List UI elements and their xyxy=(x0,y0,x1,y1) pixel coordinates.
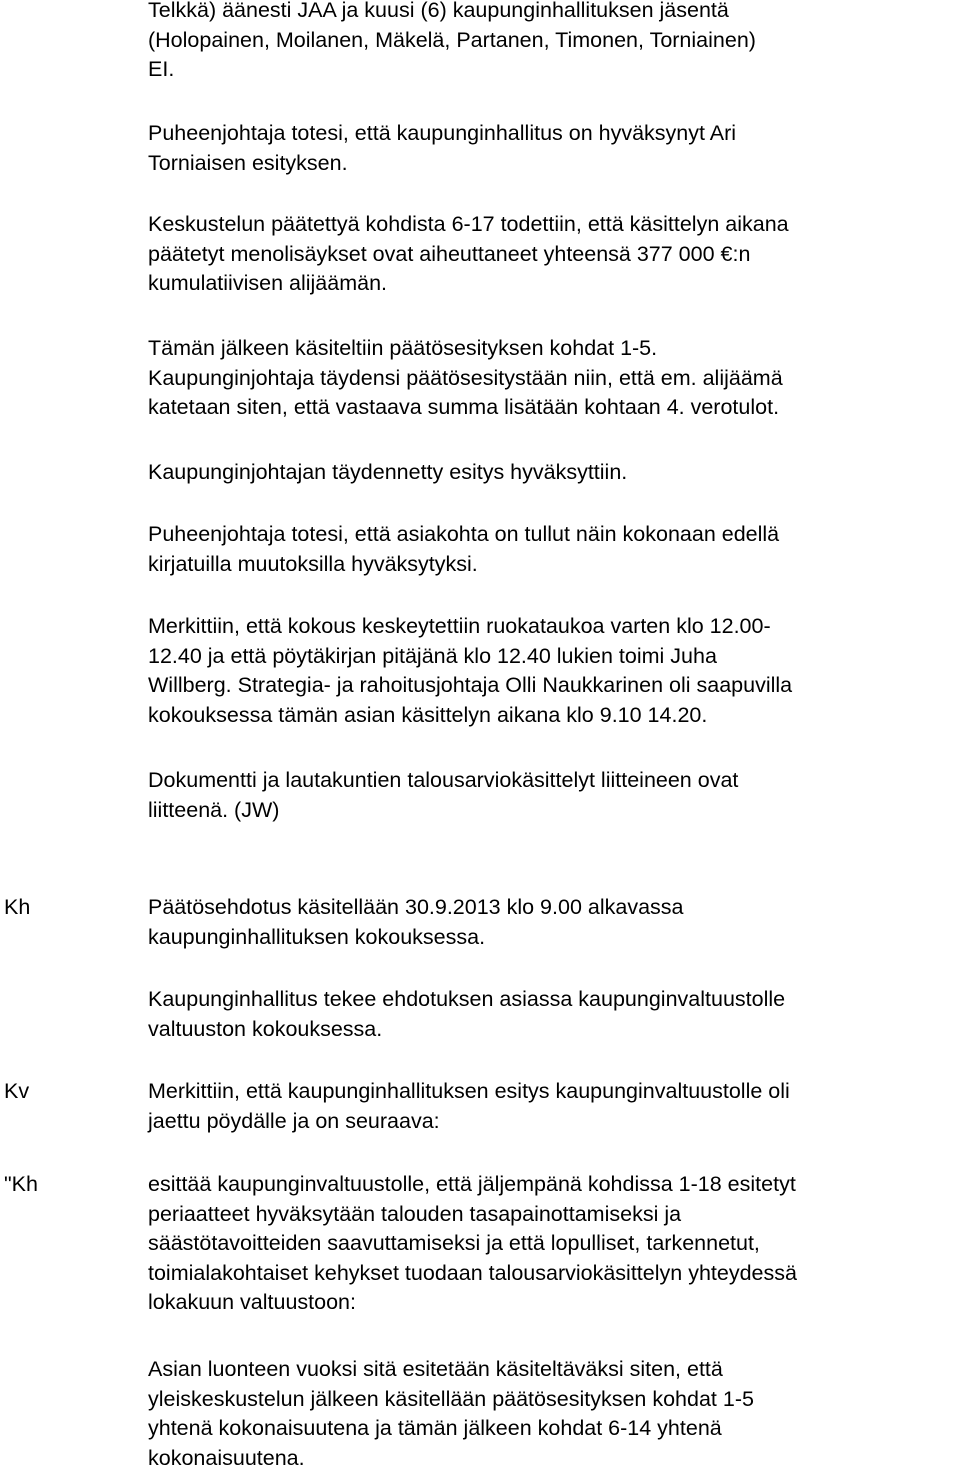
margin-label-kh-quote: "Kh xyxy=(4,1172,38,1196)
margin-label-kh: Kh xyxy=(4,895,31,919)
paragraph-deficit: Keskustelun päätettyä kohdista 6-17 todettiin, että käsittelyn aikana päätetyt menolisäykset ovat aiheuttaneet yhteensä 377 000 €:n kumulatiivisen alijäämän. xyxy=(148,212,789,295)
paragraph-vote-result: Telkkä) äänesti JAA ja kuusi (6) kaupunginhallituksen jäsentä (Holopainen, Moilanen, Mäkelä, Partanen, Timonen, Torniainen) EI. xyxy=(148,0,756,81)
margin-label-kv: Kv xyxy=(4,1079,30,1103)
paragraph-kv-noted: Merkittiin, että kaupunginhallituksen esitys kaupunginvaltuustolle oli jaettu pöydälle ja on seuraava: xyxy=(148,1079,790,1133)
paragraph-kh-propose: esittää kaupunginvaltuustolle, että jäljempänä kohdissa 1-18 esitetyt periaatteet hyväksytään talouden tasapainottamiseksi ja säästötavoitteiden saavuttamiseksi ja että lopulliset, tarkennetut, toimialakohtaiset kehykset tuodaan talousarviokäsittelyn yhteydessä lokakuun valtuustoon: xyxy=(148,1172,797,1314)
paragraph-attachments: Dokumentti ja lautakuntien talousarviokäsittelyt liitteineen ovat liitteenä. (JW) xyxy=(148,768,739,822)
paragraph-supplemented: Kaupunginjohtajan täydennetty esitys hyväksyttiin. xyxy=(148,460,628,484)
paragraph-lunch-break: Merkittiin, että kokous keskeytettiin ruokataukoa varten klo 12.00- 12.40 ja että pöytäkirjan pitäjänä klo 12.40 lukien toimi Juha Willberg. Strategia- ja rahoitusjohtaja Olli Naukkarinen oli saapuvilla kokouksessa tämän asian käsittelyn aikana klo 9.10 14.20. xyxy=(148,614,793,727)
paragraph-kh-proposal: Päätösehdotus käsitellään 30.9.2013 klo 9.00 alkavassa kaupunginhallituksen kokouksessa. xyxy=(148,895,684,949)
paragraph-kh-council: Kaupunginhallitus tekee ehdotuksen asiassa kaupunginvaltuustolle valtuuston kokouksessa. xyxy=(148,987,786,1041)
paragraph-chair-approved: Puheenjohtaja totesi, että kaupunginhallitus on hyväksynyt Ari Torniaisen esityksen. xyxy=(148,121,737,175)
paragraph-nature-of-matter: Asian luonteen vuoksi sitä esitetään käsiteltäväksi siten, että yleiskeskustelun jälkeen käsitellään päätösesityksen kohdat 1-5 yhtenä kokonaisuutena ja tämän jälkeen kohdat 6-14 yhtenä kokonaisuutena. xyxy=(148,1357,754,1470)
paragraph-items-1-5: Tämän jälkeen käsiteltiin päätösesityksen kohdat 1-5. Kaupunginjohtaja täydensi päätösesitystään niin, että em. alijäämä katetaan siten, että vastaava summa lisätään kohtaan 4. verotulot. xyxy=(148,336,783,419)
paragraph-accepted: Puheenjohtaja totesi, että asiakohta on tullut näin kokonaan edellä kirjatuilla muutoksilla hyväksytyksi. xyxy=(148,522,780,576)
